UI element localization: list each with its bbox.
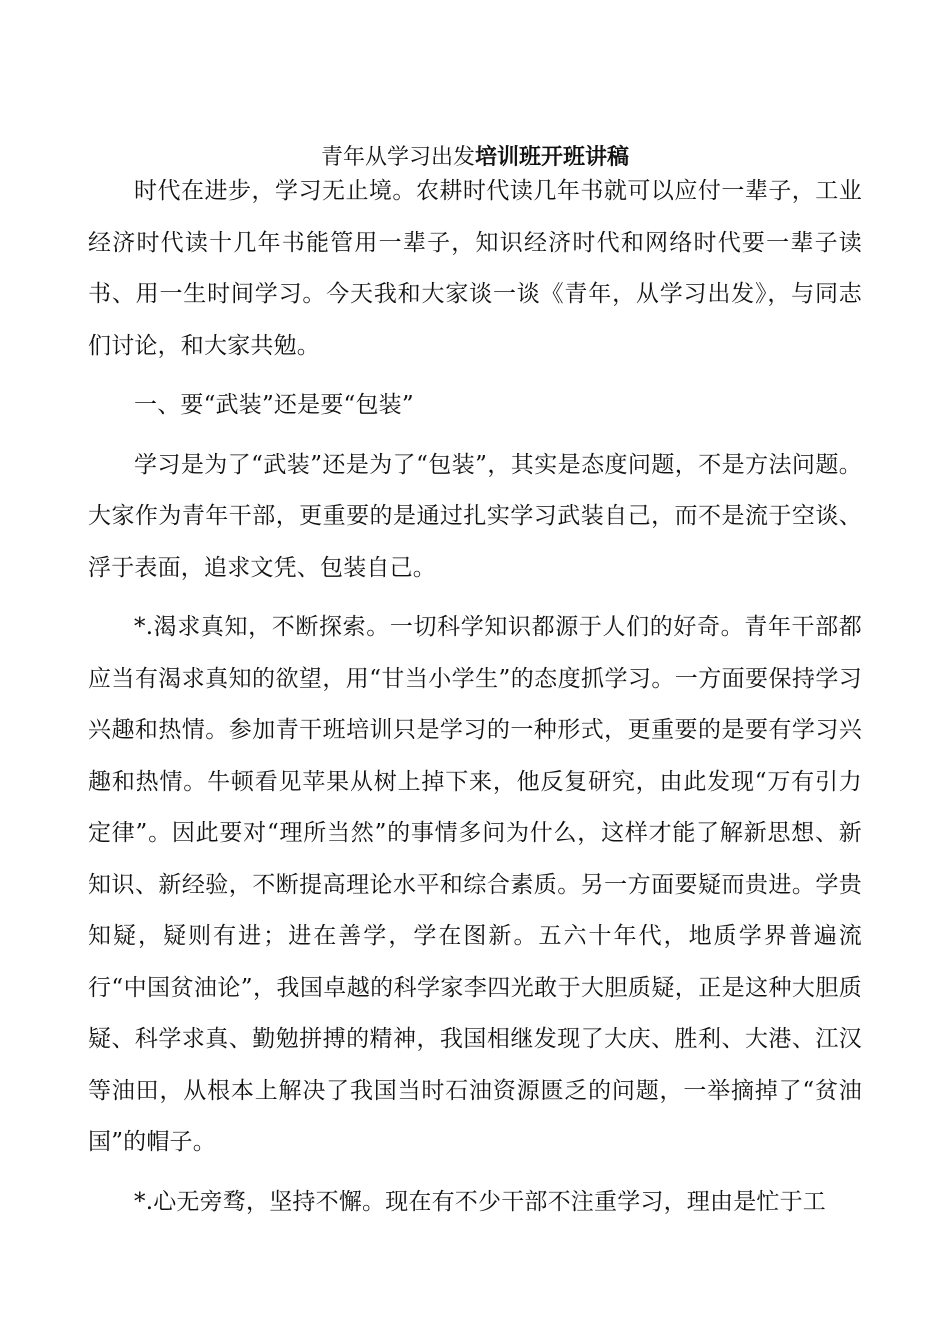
point-paragraph-2: *.心无旁骛，坚持不懈。现在有不少干部不注重学习，理由是忙于工 bbox=[134, 1188, 827, 1215]
title-bold-part: 培训班开班讲稿 bbox=[475, 144, 630, 170]
title-plain-part: 青年从学习出发 bbox=[320, 145, 475, 170]
section-intro-paragraph: 学习是为了“武装”还是为了“包装”，其实是态度问题，不是方法问题。大家作为青年干部，更重要的是通过扎实学习武装自己，而不是流于空谈、浮于表面，追求文凭、包装自己。 bbox=[88, 451, 862, 581]
point-paragraph-1: *.渴求真知，不断探索。一切科学知识都源于人们的好奇。青年干部都应当有渴求真知的欲望，用“甘当小学生”的态度抓学习。一方面要保持学习兴趣和热情。参加青干班培训只是学习的一种形式，更重要的是要有学习兴趣和热情。牛顿看见苹果从树上掉下来，他反复研究，由此发现“万有引力定律”。因此要对“理所当然”的事情多问为什么，这样才能了解新思想、新知识、新经验，不断提高理论水平和综合素质。另一方面要疑而贵进。学贵知疑，疑则有进；进在善学，学在图新。五六十年代，地质学界普遍流行“中国贫油论”，我国卓越的科学家李四光敢于大胆质疑，正是这种大胆质疑、科学求真、勤勉拼搏的精神，我国相继发现了大庆、胜利、大港、江汉等油田，从根本上解决了我国当时石油资源匮乏的问题，一举摘掉了“贫油国”的帽子。 bbox=[88, 614, 862, 1155]
section-heading: 一、要“武装”还是要“包装” bbox=[134, 392, 414, 418]
document-body bbox=[88, 166, 862, 1236]
intro-paragraph: 时代在进步，学习无止境。农耕时代读几年书就可以应付一辈子，工业经济时代读十几年书能管用一辈子，知识经济时代和网络时代要一辈子读书、用一生时间学习。今天我和大家谈一谈《青年，从学习出发》，与同志们讨论，和大家共勉。 bbox=[88, 178, 862, 359]
